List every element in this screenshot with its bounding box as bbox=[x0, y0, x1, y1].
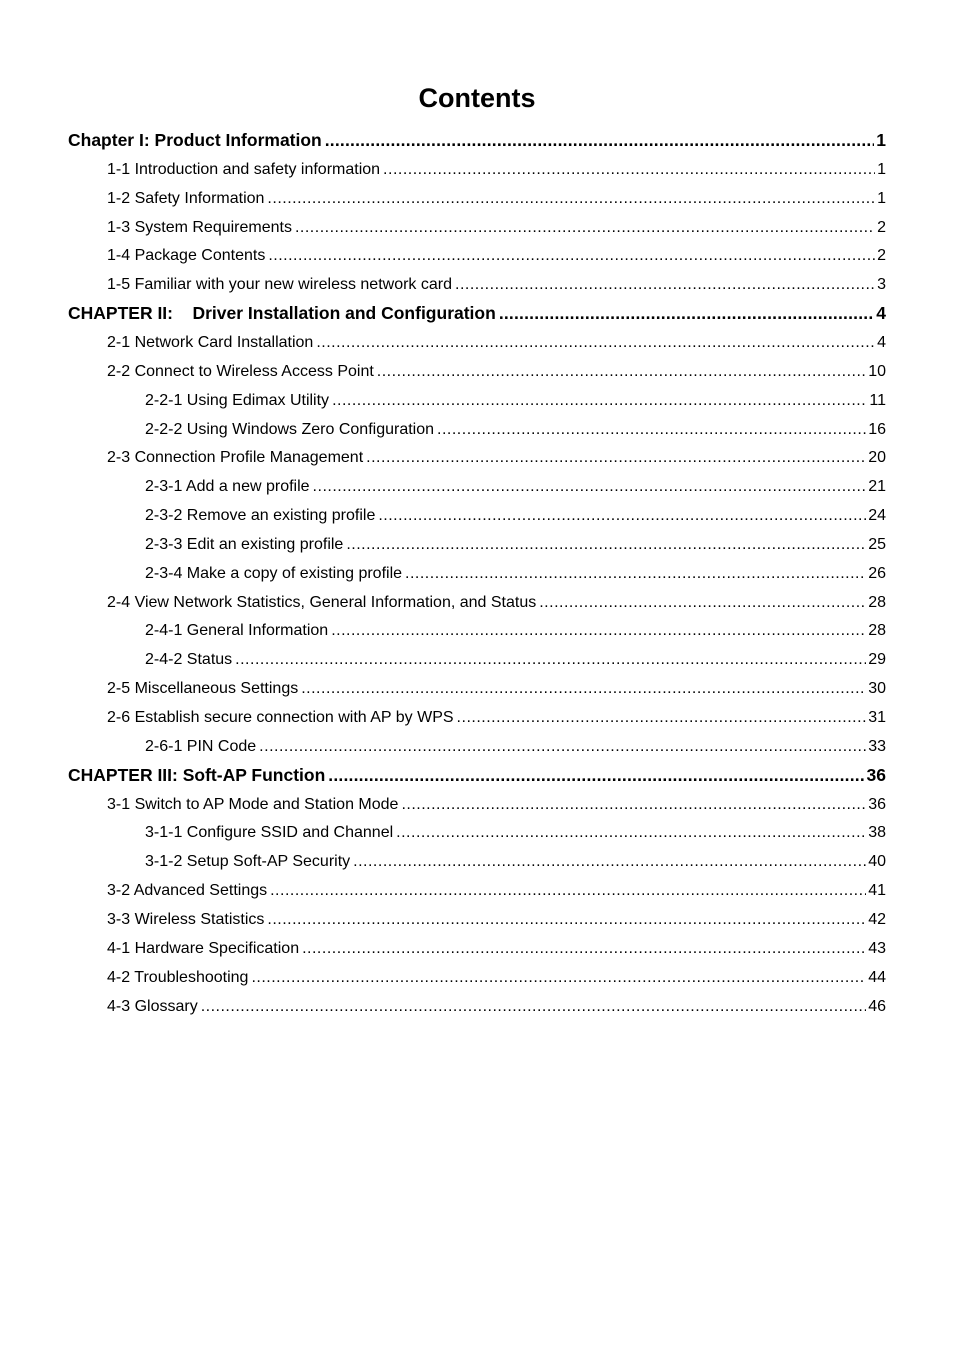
toc-entry[interactable] bbox=[107, 184, 886, 213]
toc-dot-leader bbox=[259, 732, 866, 761]
toc-entry[interactable] bbox=[107, 963, 886, 992]
toc-entry-label: 2-5 Miscellaneous Settings bbox=[107, 680, 299, 698]
toc-entry-page-number: 30 bbox=[868, 680, 886, 698]
toc-entry-label: 2-4-2 Status bbox=[145, 651, 233, 669]
toc-entry-page-number: 43 bbox=[868, 939, 886, 957]
toc-entry-label: 2-3-3 Edit an existing profile bbox=[145, 535, 344, 553]
toc-dot-leader bbox=[313, 472, 867, 501]
toc-entry-label: CHAPTER III: Soft-AP Function bbox=[68, 764, 326, 785]
toc-entry[interactable] bbox=[145, 732, 886, 761]
toc-dot-leader bbox=[353, 847, 866, 876]
toc-entry-page-number: 36 bbox=[868, 795, 886, 813]
toc-entry-label: 1-4 Package Contents bbox=[107, 247, 266, 265]
toc-dot-leader bbox=[328, 761, 864, 790]
toc-entry-page-number: 41 bbox=[868, 882, 886, 900]
toc-entry[interactable] bbox=[68, 761, 886, 790]
toc-entry-page-number: 20 bbox=[868, 449, 886, 467]
toc-entry[interactable] bbox=[145, 501, 886, 530]
toc-entry-page-number: 10 bbox=[868, 362, 886, 380]
toc-entry[interactable] bbox=[107, 241, 886, 270]
toc-entry-label: 4-3 Glossary bbox=[107, 997, 198, 1015]
toc-entry[interactable] bbox=[107, 155, 886, 184]
toc-dot-leader bbox=[499, 299, 874, 328]
toc-entry-page-number: 25 bbox=[868, 535, 886, 553]
toc-entry-page-number: 44 bbox=[868, 968, 886, 986]
toc-entry-page-number: 36 bbox=[866, 764, 886, 785]
toc-dot-leader bbox=[332, 386, 867, 415]
toc-dot-leader bbox=[396, 818, 866, 847]
toc-entry-label: 2-2 Connect to Wireless Access Point bbox=[107, 362, 374, 380]
toc-entry[interactable] bbox=[145, 415, 886, 444]
toc-entry[interactable] bbox=[145, 616, 886, 645]
toc-entry-page-number: 42 bbox=[868, 910, 886, 928]
toc-entry[interactable] bbox=[107, 270, 886, 299]
toc-dot-leader bbox=[346, 530, 866, 559]
toc-entry-page-number: 4 bbox=[876, 303, 886, 324]
toc-entry-page-number: 3 bbox=[877, 276, 886, 294]
toc-entry-label: 4-1 Hardware Specification bbox=[107, 939, 300, 957]
toc-entry[interactable] bbox=[145, 847, 886, 876]
toc-entry-label: 3-1 Switch to AP Mode and Station Mode bbox=[107, 795, 399, 813]
toc-dot-leader bbox=[325, 126, 875, 155]
toc-entry[interactable] bbox=[107, 905, 886, 934]
toc-entry-page-number: 38 bbox=[868, 824, 886, 842]
page-title: Contents bbox=[418, 83, 536, 113]
toc-entry[interactable] bbox=[145, 645, 886, 674]
toc-entry[interactable] bbox=[107, 443, 886, 472]
toc-entry-label: 2-6 Establish secure connection with AP by WPS bbox=[107, 709, 454, 726]
toc-entry-page-number: 16 bbox=[868, 420, 886, 438]
toc-dot-leader bbox=[383, 155, 875, 184]
toc-dot-leader bbox=[270, 876, 866, 905]
toc-entry-label: 2-3-4 Make a copy of existing profile bbox=[145, 564, 403, 582]
toc-entry-label: 3-1-1 Configure SSID and Channel bbox=[145, 824, 394, 842]
toc-dot-leader bbox=[268, 241, 875, 270]
toc-entry-page-number: 26 bbox=[868, 564, 886, 582]
toc-entry-page-number: 29 bbox=[868, 651, 886, 669]
toc-dot-leader bbox=[405, 559, 866, 588]
toc-entry-page-number: 28 bbox=[868, 593, 886, 611]
toc-entry-label: 2-1 Network Card Installation bbox=[107, 333, 314, 351]
toc-entry[interactable] bbox=[145, 530, 886, 559]
toc-dot-leader bbox=[378, 501, 866, 530]
toc-dot-leader bbox=[455, 270, 875, 299]
toc-entry-label: 2-4-1 General Information bbox=[145, 622, 329, 640]
toc-entry[interactable] bbox=[145, 472, 886, 501]
toc-dot-leader bbox=[301, 674, 866, 703]
toc-entry-page-number: 11 bbox=[869, 391, 886, 409]
toc-entry-page-number: 21 bbox=[868, 478, 886, 496]
toc-entry-page-number: 4 bbox=[877, 333, 886, 351]
toc-entry[interactable] bbox=[145, 386, 886, 415]
toc-entry-page-number: 1 bbox=[877, 189, 886, 207]
toc-entry-page-number: 28 bbox=[868, 622, 886, 640]
toc-dot-leader bbox=[267, 905, 866, 934]
toc-entry[interactable] bbox=[107, 357, 886, 386]
toc-entry-label: 2-3-2 Remove an existing profile bbox=[145, 507, 376, 525]
toc-entry-label: 1-5 Familiar with your new wireless network card bbox=[107, 276, 452, 294]
toc-dot-leader bbox=[267, 184, 875, 213]
toc-dot-leader bbox=[201, 992, 867, 1021]
toc-dot-leader bbox=[539, 588, 866, 617]
toc-entry-label: 1-3 System Requirements bbox=[107, 218, 292, 236]
toc-dot-leader bbox=[316, 328, 875, 357]
toc-dot-leader bbox=[251, 963, 866, 992]
toc-entry-label: 4-2 Troubleshooting bbox=[107, 968, 249, 986]
toc-entry[interactable] bbox=[145, 818, 886, 847]
toc-entry-label: 2-6-1 PIN Code bbox=[145, 737, 257, 755]
toc-dot-leader bbox=[302, 934, 866, 963]
toc-entry-label: 2-3-1 Add a new profile bbox=[145, 478, 310, 496]
toc-entry[interactable] bbox=[107, 934, 886, 963]
toc-dot-leader bbox=[377, 357, 866, 386]
toc-entry[interactable] bbox=[68, 126, 886, 155]
toc-entry[interactable] bbox=[107, 992, 886, 1021]
toc-dot-leader bbox=[366, 443, 866, 472]
toc-dot-leader bbox=[457, 703, 867, 732]
toc-entry[interactable] bbox=[145, 559, 886, 588]
toc-entry-label: 2-2-2 Using Windows Zero Configuration bbox=[145, 420, 435, 438]
toc-entry-label: CHAPTER II: Driver Installation and Configuration bbox=[68, 303, 496, 324]
toc-dot-leader bbox=[331, 616, 866, 645]
toc-entry-label: 3-1-2 Setup Soft-AP Security bbox=[145, 853, 351, 871]
toc-entry-page-number: 33 bbox=[868, 737, 886, 755]
toc-entry-label: 3-3 Wireless Statistics bbox=[107, 910, 265, 928]
toc-entry-label: 1-2 Safety Information bbox=[107, 189, 265, 207]
toc-entry-label: 2-4 View Network Statistics, General Information, and Status bbox=[107, 593, 537, 611]
toc-entry[interactable] bbox=[107, 876, 886, 905]
toc-entry[interactable] bbox=[107, 703, 886, 732]
toc-entry-page-number: 2 bbox=[877, 247, 886, 265]
toc-dot-leader bbox=[401, 790, 866, 819]
toc-dot-leader bbox=[295, 213, 875, 242]
toc-entry[interactable] bbox=[107, 328, 886, 357]
toc-dot-leader bbox=[235, 645, 866, 674]
toc-entry-page-number: 2 bbox=[877, 218, 886, 236]
toc-entry[interactable] bbox=[107, 790, 886, 819]
toc-entry-page-number: 1 bbox=[877, 160, 886, 178]
toc-entry[interactable] bbox=[68, 299, 886, 328]
toc-entry-page-number: 24 bbox=[868, 507, 886, 525]
toc-entry-page-number: 1 bbox=[876, 130, 886, 150]
toc-entry-label: 3-2 Advanced Settings bbox=[107, 882, 268, 900]
toc-entry-page-number: 40 bbox=[868, 853, 886, 871]
toc-entry-label: 2-2-1 Using Edimax Utility bbox=[145, 391, 330, 409]
toc-entry[interactable] bbox=[107, 674, 886, 703]
toc-entry-label: 2-3 Connection Profile Management bbox=[107, 449, 364, 467]
toc-entry-label: 1-1 Introduction and safety information bbox=[107, 160, 381, 178]
toc-entry-page-number: 31 bbox=[868, 709, 886, 726]
toc-dot-leader bbox=[437, 415, 866, 444]
toc-entry[interactable] bbox=[107, 588, 886, 617]
toc-entry-page-number: 46 bbox=[868, 997, 886, 1015]
toc-entry-label: Chapter I: Product Information bbox=[68, 130, 322, 150]
toc-entry[interactable] bbox=[107, 213, 886, 242]
